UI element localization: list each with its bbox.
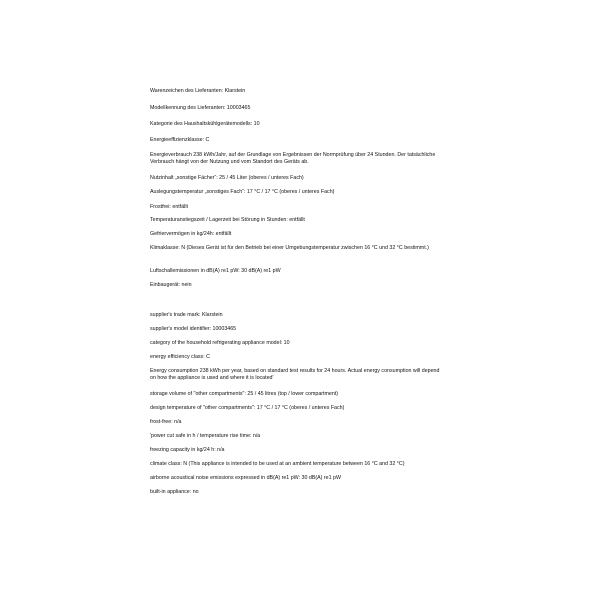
de-energy-consumption: Energieverbrauch 238 kWh/Jahr, auf der Grundlage von Ergebnissen der Normprüfung über 24 Stunden. Der tatsächliche Verbrauch hängt von der Nutzung und vom Standort des Geräts ab.: [150, 152, 436, 165]
product-fiche-document: [150, 0, 450, 600]
de-trade-mark: Warenzeichen des Lieferanten: Klarstein: [150, 88, 246, 94]
en-design-temperature: design temperature of "other compartments": 17 °C / 17 °C (oberes / unteres Fach): [150, 405, 345, 411]
en-noise-emissions: airborne acoustical noise emissions expressed in dB(A) re1 pW: 30 dB(A) re1 pW: [150, 475, 341, 481]
en-energy-efficiency-class: energy efficiency class: C: [150, 354, 210, 360]
en-freezing-capacity: freezing capacity in kg/24 h: n/a: [150, 447, 225, 453]
de-appliance-category: Kategorie des Haushaltskühlgerätemodells: 10: [150, 121, 260, 127]
en-trade-mark: supplier's trade mark: Klarstein: [150, 312, 223, 318]
de-temperature-rise-time: Temperaturanstiegszeit / Lagerzeit bei Störung in Stunden: entfällt: [150, 217, 305, 223]
en-built-in: built-in appliance: no: [150, 489, 199, 495]
de-noise-emissions: Luftschallemissionen in dB(A) re1 pW: 30 dB(A) re1 pW: [150, 268, 281, 274]
de-model-identifier: Modellkennung des Lieferanten: 10003465: [150, 105, 251, 111]
de-frost-free: Frostfrei: entfällt: [150, 204, 188, 210]
en-frost-free: frost-free: n/a: [150, 419, 182, 425]
en-energy-consumption: Energy consumption 238 kWh per year, based on standard test results for 24 hours. Actual energy consumption will depend on how the appliance is used and where it is located': [150, 368, 440, 381]
de-design-temperature: Auslegungstemperatur „sonstiges Fach“: 17 °C / 17 °C (oberes / unteres Fach): [150, 189, 335, 195]
de-freezing-capacity: Gefriervermögen in kg/24h: entfällt: [150, 231, 232, 237]
en-temperature-rise-time: 'power cut safe in h / temperature rise time: n/a: [150, 433, 261, 439]
de-climate-class: Klimaklasse: N (Dieses Gerät ist für den Betrieb bei einer Umgebungstemperatur zwischen 16 °C und 32 °C bestimmt.): [150, 245, 429, 251]
en-storage-volume: storage volume of "other compartments": 25 / 45 litres (top / lower compartment): [150, 391, 339, 397]
en-appliance-category: category of the household refrigerating appliance model: 10: [150, 340, 290, 346]
de-storage-volume: Nutzinhalt „sonstige Fächer“: 25 / 45 Liter (oberes / unteres Fach): [150, 175, 304, 181]
de-energy-efficiency-class: Energieeffizienzklasse: C: [150, 137, 210, 143]
en-model-identifier: supplier's model identifier: 10003465: [150, 326, 237, 332]
de-built-in: Einbaugerät: nein: [150, 282, 192, 288]
en-climate-class: climate class: N (This appliance is intended to be used at an ambient temperature between 16 °C and 32 °C): [150, 461, 405, 467]
